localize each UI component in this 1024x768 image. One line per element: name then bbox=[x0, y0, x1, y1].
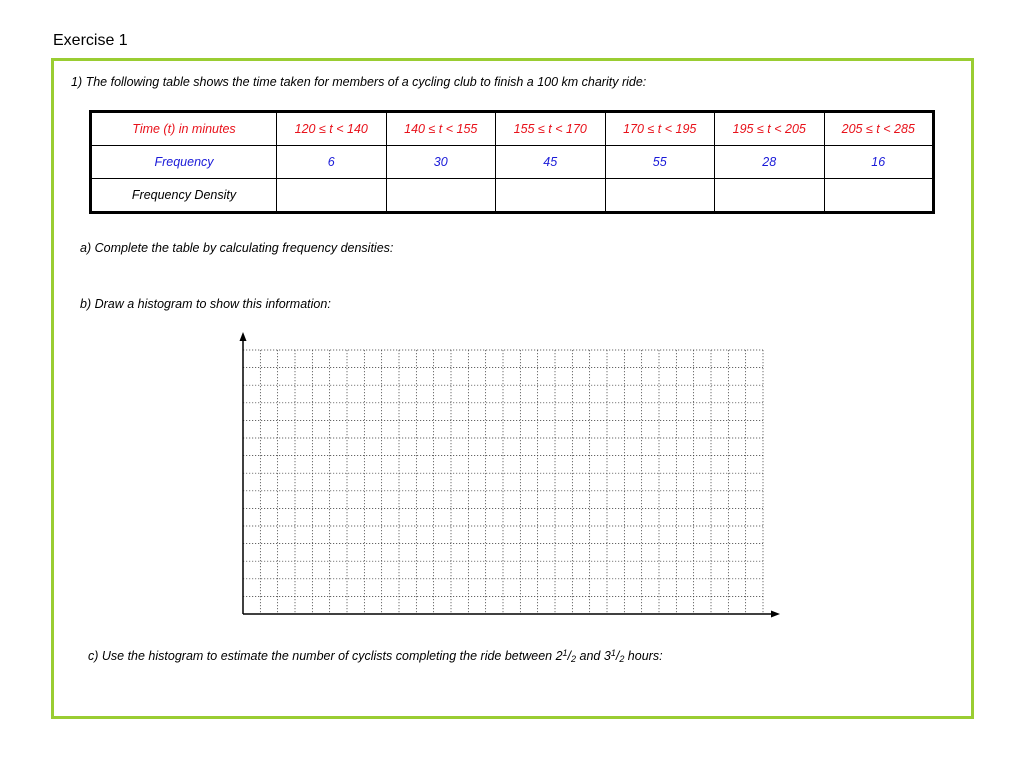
part-c-suffix: hours: bbox=[624, 649, 663, 663]
table-row-time bbox=[91, 112, 934, 146]
frequency-density-cell[interactable] bbox=[605, 178, 715, 212]
table-row-frequency bbox=[91, 146, 934, 178]
frequency-table bbox=[89, 110, 935, 214]
part-b-text: b) Draw a histogram to show this information: bbox=[80, 297, 331, 311]
time-interval-cell: 140 ≤ t < 155 bbox=[386, 112, 496, 146]
y-axis-arrow bbox=[240, 332, 247, 341]
frequency-density-cell[interactable] bbox=[386, 178, 496, 212]
time-interval-cell: 170 ≤ t < 195 bbox=[605, 112, 715, 146]
fraction-denominator: 2 bbox=[619, 654, 625, 664]
row-label-frequency: Frequency bbox=[91, 146, 277, 178]
x-axis-arrow bbox=[771, 611, 780, 618]
row-label-time: Time (t) in minutes bbox=[91, 112, 277, 146]
frequency-cell: 16 bbox=[824, 146, 934, 178]
frequency-cell: 55 bbox=[605, 146, 715, 178]
part-c-text: c) Use the histogram to estimate the number of cyclists completing the ride between $2^1/_2$ and $3^1/_2$ hours: bbox=[88, 648, 663, 664]
frequency-cell: 45 bbox=[496, 146, 606, 178]
frequency-cell: 6 bbox=[277, 146, 387, 178]
frequency-density-cell[interactable] bbox=[824, 178, 934, 212]
histogram-grid[interactable] bbox=[230, 326, 790, 626]
part-c-prefix: c) Use the histogram to estimate the number of cyclists completing the ride between 2 bbox=[88, 649, 563, 663]
time-interval-cell: 205 ≤ t < 285 bbox=[824, 112, 934, 146]
time-interval-cell: 195 ≤ t < 205 bbox=[715, 112, 825, 146]
frequency-cell: 28 bbox=[715, 146, 825, 178]
time-interval-cell: 155 ≤ t < 170 bbox=[496, 112, 606, 146]
fraction-numerator: 1 bbox=[610, 648, 616, 658]
row-label-frequency-density: Frequency Density bbox=[91, 178, 277, 212]
exercise-title: Exercise 1 bbox=[53, 32, 128, 49]
frequency-density-cell[interactable] bbox=[496, 178, 606, 212]
part-c-middle: and 3 bbox=[576, 649, 611, 663]
table-row-frequency-density bbox=[91, 178, 934, 212]
frequency-cell: 30 bbox=[386, 146, 496, 178]
question-1-text: 1) The following table shows the time taken for members of a cycling club to finish a 100 km charity ride: bbox=[71, 75, 647, 89]
time-interval-cell: 120 ≤ t < 140 bbox=[277, 112, 387, 146]
fraction-numerator: 1 bbox=[562, 648, 568, 658]
frequency-density-cell[interactable] bbox=[277, 178, 387, 212]
frequency-density-cell[interactable] bbox=[715, 178, 825, 212]
part-a-text: a) Complete the table by calculating frequency densities: bbox=[80, 241, 394, 255]
fraction-denominator: 2 bbox=[571, 654, 577, 664]
grid-lines bbox=[243, 350, 763, 614]
